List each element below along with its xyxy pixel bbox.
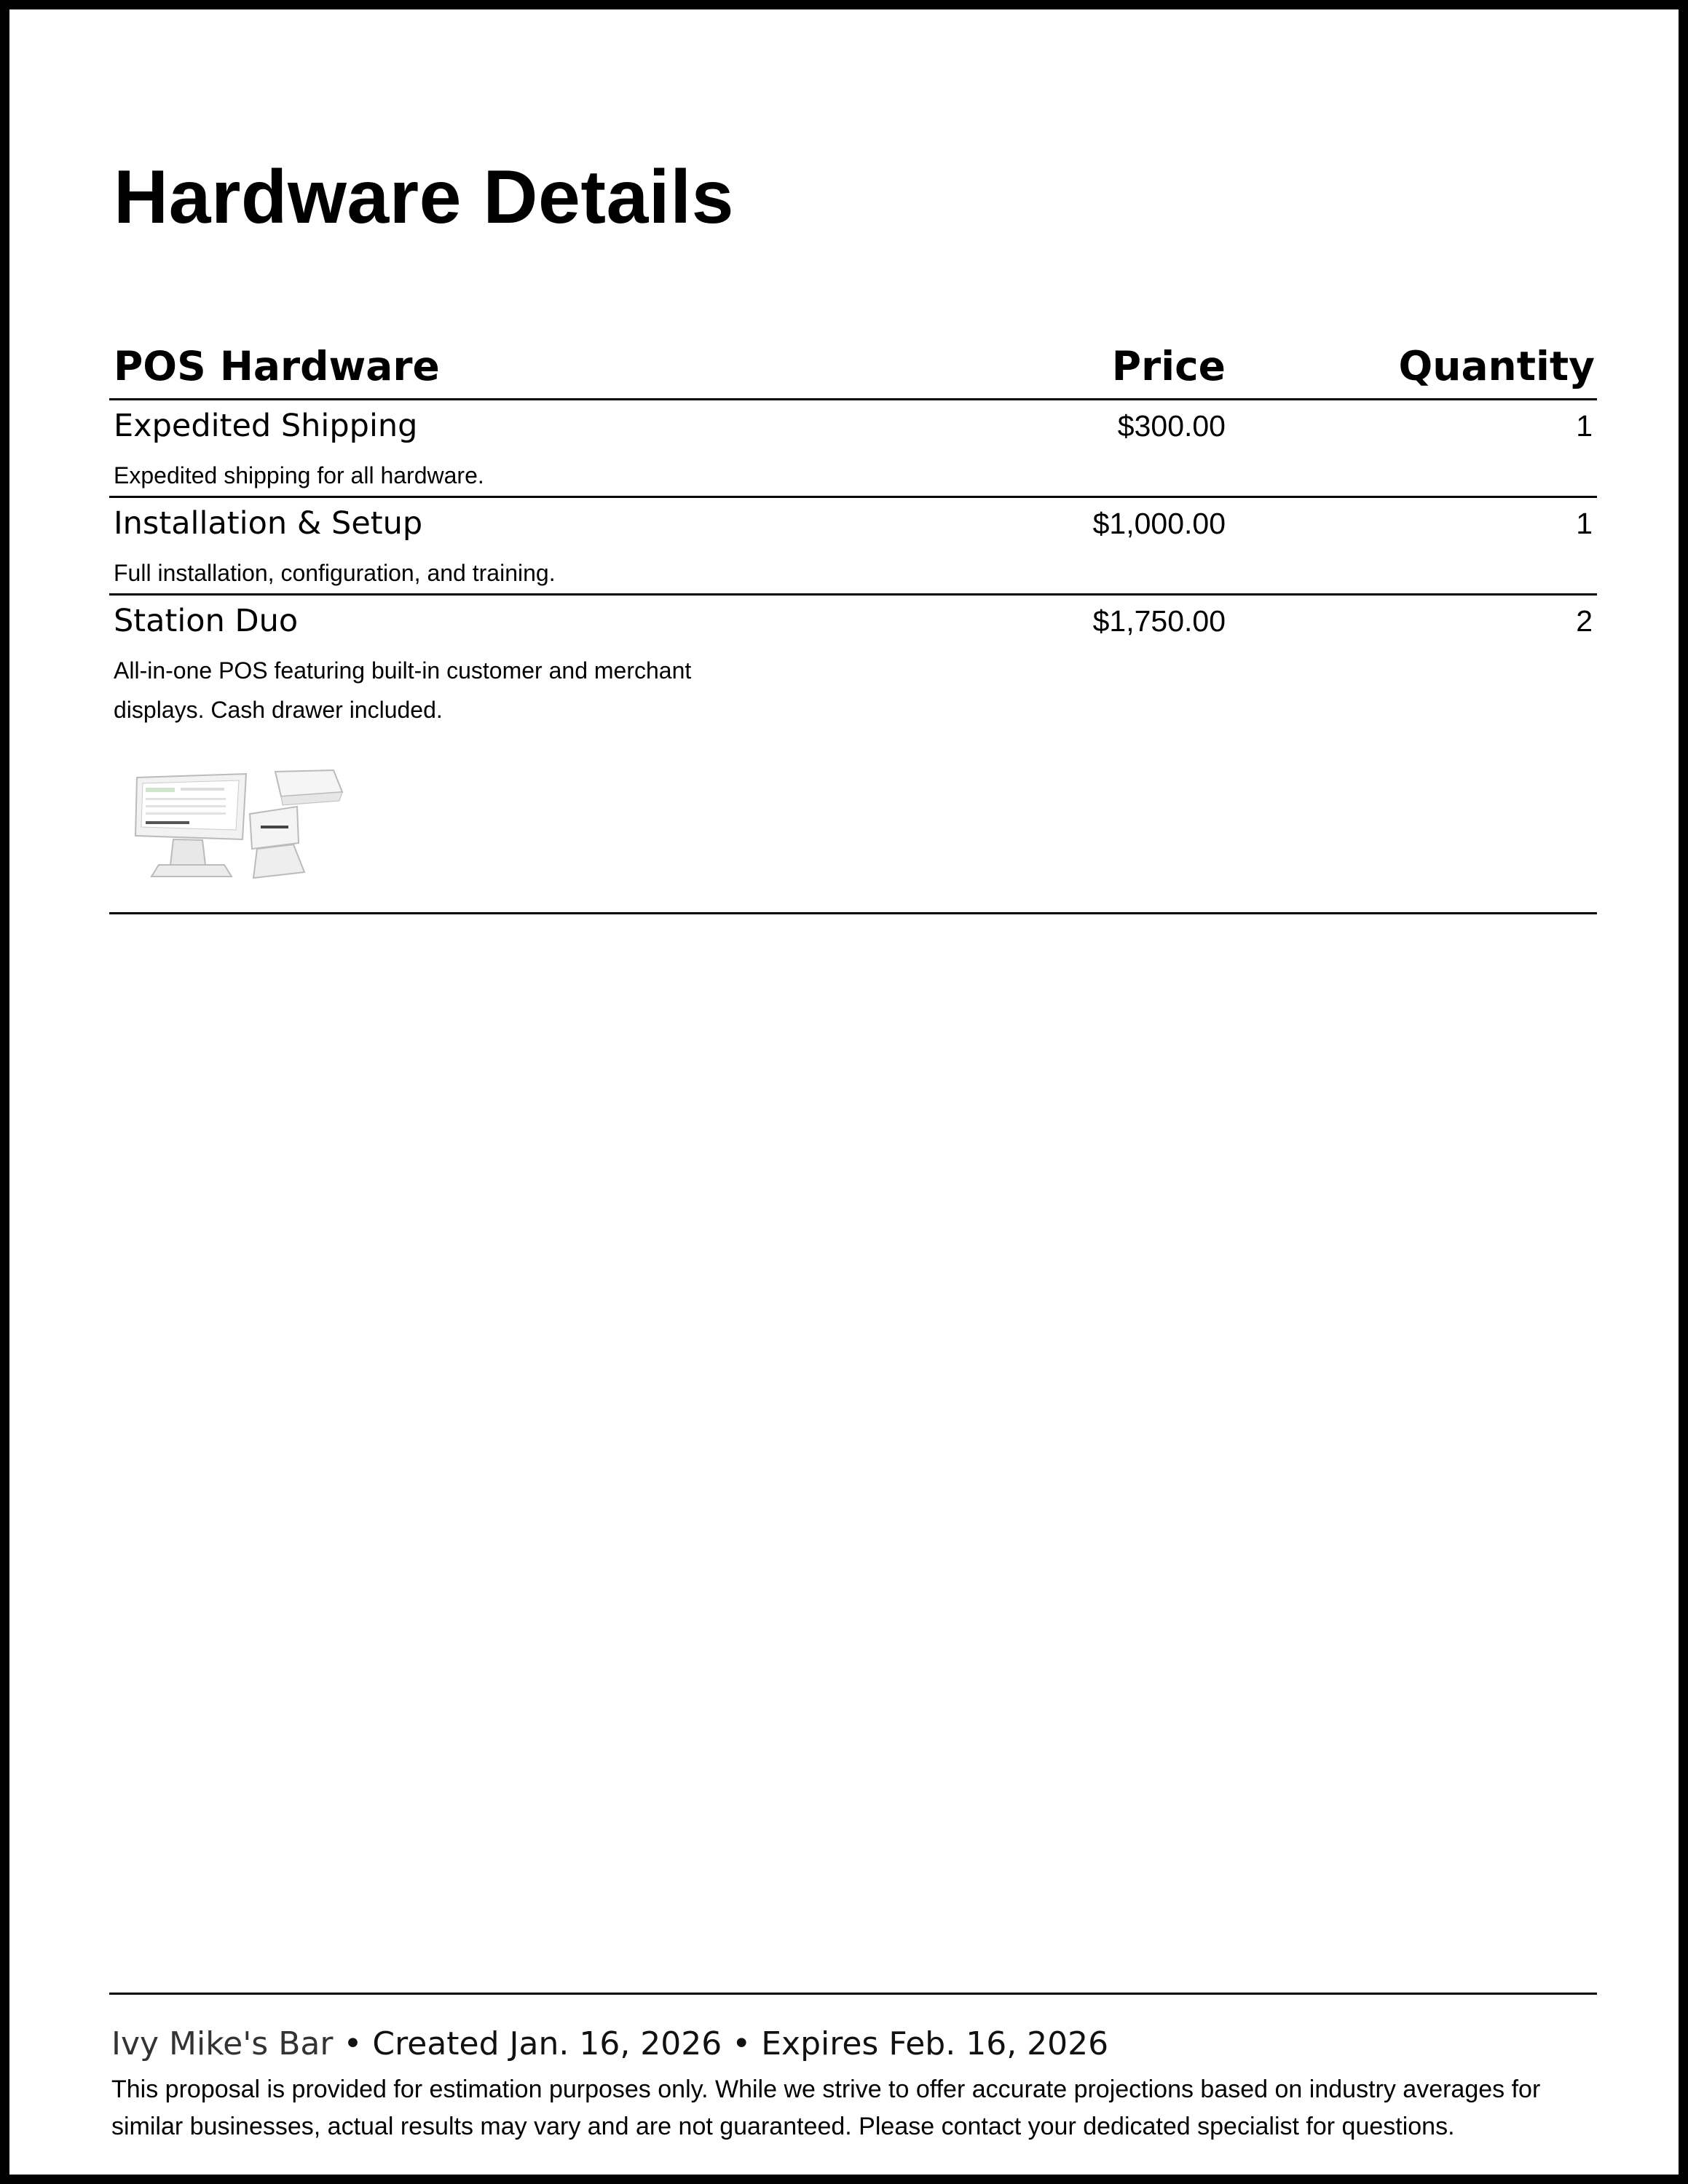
item-description: Expedited shipping for all hardware. [114, 462, 484, 488]
item-name: Installation & Setup [114, 505, 423, 542]
item-price: $300.00 [1117, 409, 1226, 443]
item-price: $1,750.00 [1092, 604, 1226, 638]
item-name: Station Duo [114, 603, 299, 639]
footer-divider [109, 1993, 1597, 1995]
table-row [109, 400, 1597, 498]
separator: • [732, 2025, 752, 2062]
item-description: All-in-one POS featuring built-in customer and merchant displays. Cash drawer included. [114, 657, 692, 723]
item-description: Full installation, configuration, and training. [114, 560, 556, 586]
column-header-pos-hardware: POS Hardware [114, 343, 440, 389]
item-quantity: 2 [1576, 604, 1593, 638]
table-header [109, 337, 1597, 400]
page-title: Hardware Details [114, 155, 734, 240]
column-header-price: Price [1111, 343, 1226, 389]
disclaimer-text: This proposal is provided for estimation purposes only. While we strive to offer accurate projections based on industry averages for similar businesses, actual results may vary and are not guaranteed. Please contact your dedicated specialist for questions. [111, 2076, 1541, 2140]
business-name: Ivy Mike's Bar [111, 2025, 334, 2062]
station-duo-product-image [130, 763, 348, 887]
separator: • [343, 2025, 363, 2062]
table-row [109, 498, 1597, 596]
table-row [109, 596, 1597, 914]
expires-date: Expires Feb. 16, 2026 [761, 2025, 1109, 2062]
column-header-quantity: Quantity [1398, 343, 1595, 389]
item-quantity: 1 [1576, 409, 1593, 443]
item-quantity: 1 [1576, 507, 1593, 540]
item-price: $1,000.00 [1092, 507, 1226, 540]
footer-meta [111, 2022, 1108, 2066]
item-name: Expedited Shipping [114, 408, 418, 444]
created-date: Created Jan. 16, 2026 [372, 2025, 722, 2062]
